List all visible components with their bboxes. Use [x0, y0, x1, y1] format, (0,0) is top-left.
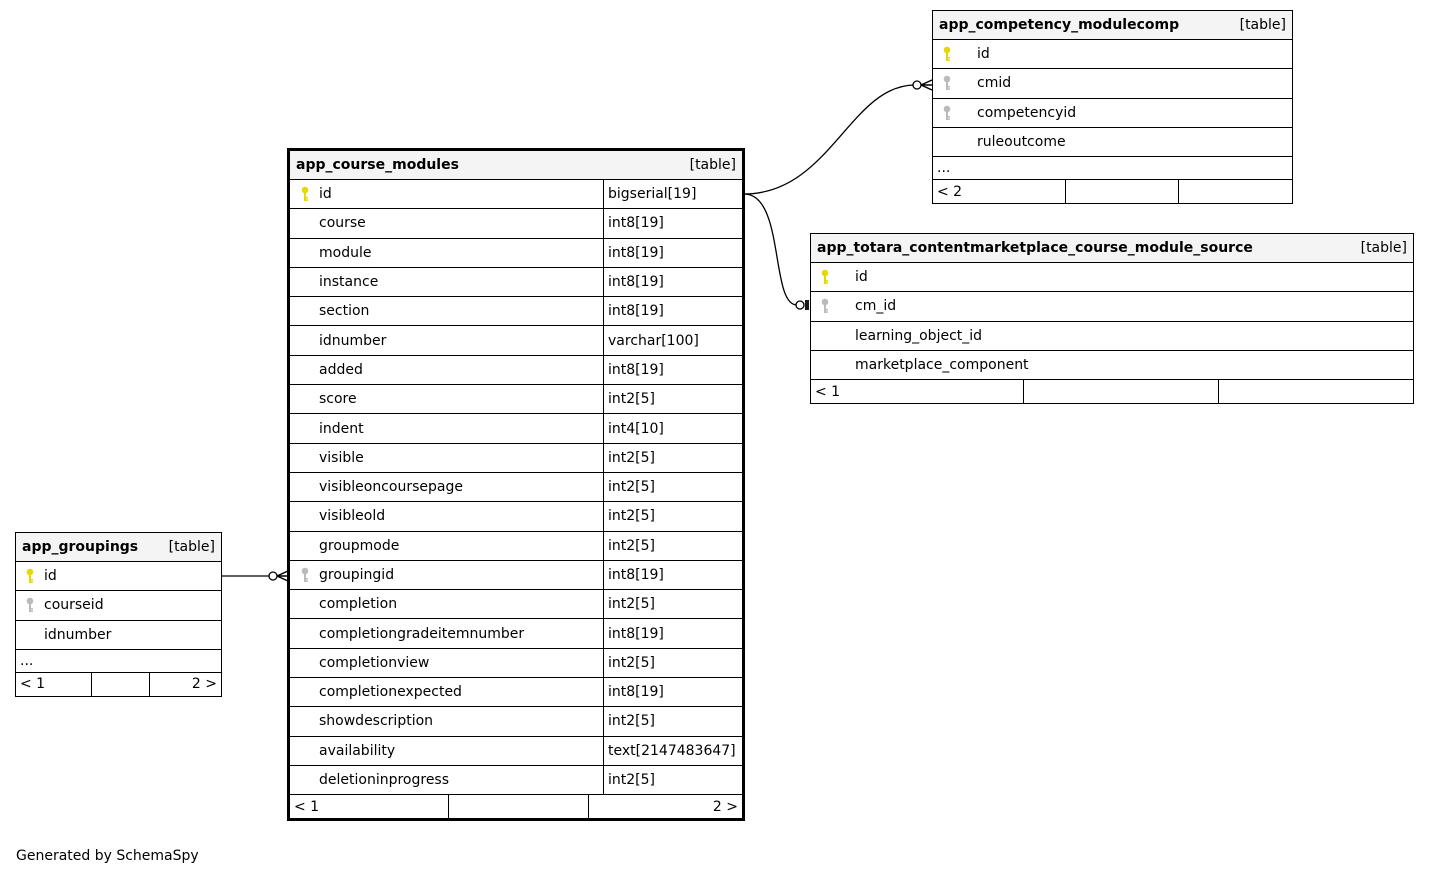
link-groupingid-optional-marker [269, 572, 277, 580]
link-cm-id-optional-marker [796, 301, 804, 309]
column-type: int8[19] [603, 356, 742, 384]
column-row-idnumber[interactable] [16, 621, 221, 650]
column-row-groupmode[interactable] [290, 532, 742, 561]
column-type: varchar[100] [603, 326, 742, 354]
generated-by-label: Generated by SchemaSpy [16, 848, 199, 864]
column-name: visible [319, 449, 364, 466]
column-row-marketplace_component[interactable] [811, 351, 1413, 380]
primary-key-icon [819, 269, 831, 285]
column-row-visibleold[interactable] [290, 502, 742, 531]
column-type: int2[5] [603, 649, 742, 677]
column-row-completionview[interactable] [290, 649, 742, 678]
link-cm-id-one-marker [806, 300, 808, 310]
footer-middle [91, 673, 149, 696]
column-type: int8[19] [603, 619, 742, 647]
table-app-groupings[interactable] [15, 532, 222, 697]
column-row-added[interactable] [290, 356, 742, 385]
column-name: visibleoncoursepage [319, 479, 463, 496]
column-name: ruleoutcome [977, 134, 1066, 151]
column-name: deletioninprogress [319, 772, 450, 789]
column-name: groupmode [319, 537, 400, 554]
column-row-section[interactable] [290, 297, 742, 326]
column-type: text[2147483647] [603, 737, 742, 765]
column-row-deletioninprogress[interactable] [290, 766, 742, 795]
footer-children[interactable]: 2 > [149, 673, 221, 696]
table-kind: [table] [168, 539, 215, 555]
column-row-id[interactable] [16, 562, 221, 591]
table-name[interactable]: app_groupings [22, 539, 139, 555]
table-kind: [table] [1360, 240, 1407, 256]
column-row-competencyid[interactable] [933, 99, 1292, 128]
column-name: course [319, 215, 366, 232]
column-name: id [44, 568, 57, 585]
footer-parents[interactable]: < 1 [20, 676, 46, 693]
column-name: competencyid [977, 104, 1077, 121]
column-row-ruleoutcome[interactable] [933, 128, 1292, 157]
column-list [811, 263, 1413, 380]
footer-parents[interactable]: < 1 [294, 798, 320, 815]
column-row-availability[interactable] [290, 737, 742, 766]
column-row-score[interactable] [290, 385, 742, 414]
column-type: int2[5] [603, 766, 742, 794]
column-type: int2[5] [603, 707, 742, 735]
column-name: section [319, 303, 370, 320]
column-name: id [977, 46, 990, 63]
foreign-key-icon [24, 597, 36, 613]
footer-parents[interactable]: < 2 [937, 183, 963, 200]
column-row-showdescription[interactable] [290, 707, 742, 736]
column-name: score [319, 391, 357, 408]
footer-middle [448, 795, 588, 818]
column-name: completiongradeitemnumber [319, 625, 525, 642]
link-cm-id [744, 194, 797, 305]
column-row-id[interactable] [933, 40, 1292, 69]
column-name: cm_id [855, 298, 897, 315]
footer-children [1178, 180, 1292, 203]
footer-middle [1023, 380, 1218, 403]
footer-middle [1065, 180, 1178, 203]
column-row-course[interactable] [290, 209, 742, 238]
column-name: groupingid [319, 567, 395, 583]
primary-key-icon [941, 46, 953, 62]
column-name: completionexpected [319, 684, 462, 701]
column-type: int8[19] [603, 239, 742, 267]
table-header [811, 234, 1413, 263]
table-kind: [table] [1239, 17, 1286, 33]
column-type: int8[19] [603, 209, 742, 237]
column-row-visibleoncoursepage[interactable] [290, 473, 742, 502]
column-row-completiongradeitemnumber[interactable] [290, 619, 742, 648]
table-footer [16, 673, 221, 696]
primary-key-icon [24, 568, 36, 584]
column-type: int2[5] [603, 532, 742, 560]
footer-children[interactable]: 2 > [588, 795, 742, 818]
column-row-learning_object_id[interactable] [811, 322, 1413, 351]
column-row-id[interactable] [290, 180, 742, 209]
table-header [16, 533, 221, 562]
table-name[interactable]: app_totara_contentmarketplace_course_module_source [817, 240, 1253, 256]
column-type: int2[5] [603, 590, 742, 618]
foreign-key-icon [941, 105, 953, 121]
column-name: idnumber [44, 626, 112, 643]
column-name: courseid [44, 597, 104, 614]
column-type: int2[5] [603, 502, 742, 530]
column-name: instance [319, 274, 379, 291]
table-name[interactable]: app_course_modules [296, 157, 459, 173]
column-row-cmid[interactable] [933, 69, 1292, 98]
foreign-key-icon [299, 567, 311, 583]
column-type: bigserial[19] [603, 180, 742, 208]
column-row-completionexpected[interactable] [290, 678, 742, 707]
column-row-visible[interactable] [290, 444, 742, 473]
column-type: int8[19] [603, 268, 742, 296]
column-row-module[interactable] [290, 239, 742, 268]
column-name: availability [319, 742, 396, 759]
column-row-instance[interactable] [290, 268, 742, 297]
column-list [933, 40, 1292, 157]
footer-children [1218, 380, 1413, 403]
link-cmid [744, 85, 915, 194]
column-name: completion [319, 596, 398, 613]
more-columns: ... [933, 157, 1292, 180]
column-type: int8[19] [603, 678, 742, 706]
footer-parents[interactable]: < 1 [815, 383, 841, 400]
column-name: visibleold [319, 508, 386, 525]
column-name: id [855, 269, 868, 286]
column-name: idnumber [319, 332, 387, 349]
column-row-idnumber[interactable] [290, 326, 742, 355]
column-type: int8[19] [603, 561, 742, 589]
column-list [290, 180, 742, 795]
column-list [16, 562, 221, 650]
column-row-id[interactable] [811, 263, 1413, 292]
column-type: int8[19] [603, 297, 742, 325]
column-name: id [319, 186, 332, 203]
table-footer [811, 380, 1413, 403]
column-name: learning_object_id [855, 327, 983, 344]
foreign-key-icon [819, 298, 831, 314]
table-footer [933, 180, 1292, 203]
column-row-courseid[interactable] [16, 591, 221, 620]
table-app-totara-contentmarketplace-course-module-source[interactable] [810, 233, 1414, 404]
foreign-key-icon [941, 75, 953, 91]
column-name: showdescription [319, 713, 434, 730]
primary-key-icon [299, 186, 311, 202]
column-type: int2[5] [603, 444, 742, 472]
column-row-groupingid[interactable] [290, 561, 742, 590]
table-app-course-modules[interactable] [287, 148, 745, 821]
column-type: int4[10] [603, 414, 742, 442]
column-name: completionview [319, 654, 430, 671]
link-cmid-optional-marker [913, 81, 921, 89]
table-header [933, 11, 1292, 40]
column-name: added [319, 361, 363, 378]
table-name[interactable]: app_competency_modulecomp [939, 17, 1180, 33]
column-row-indent[interactable] [290, 414, 742, 443]
column-name: cmid [977, 75, 1012, 92]
column-row-completion[interactable] [290, 590, 742, 619]
column-type: int2[5] [603, 385, 742, 413]
column-type: int2[5] [603, 473, 742, 501]
column-name: indent [319, 420, 364, 437]
table-header [290, 151, 742, 180]
column-name: module [319, 244, 372, 261]
table-app-competency-modulecomp[interactable] [932, 10, 1293, 204]
table-footer [290, 795, 742, 818]
column-name: marketplace_component [855, 357, 1029, 374]
more-columns: ... [16, 650, 221, 673]
column-row-cm_id[interactable] [811, 292, 1413, 321]
table-kind: [table] [689, 157, 736, 173]
link-cmid-many-marker [921, 80, 932, 90]
